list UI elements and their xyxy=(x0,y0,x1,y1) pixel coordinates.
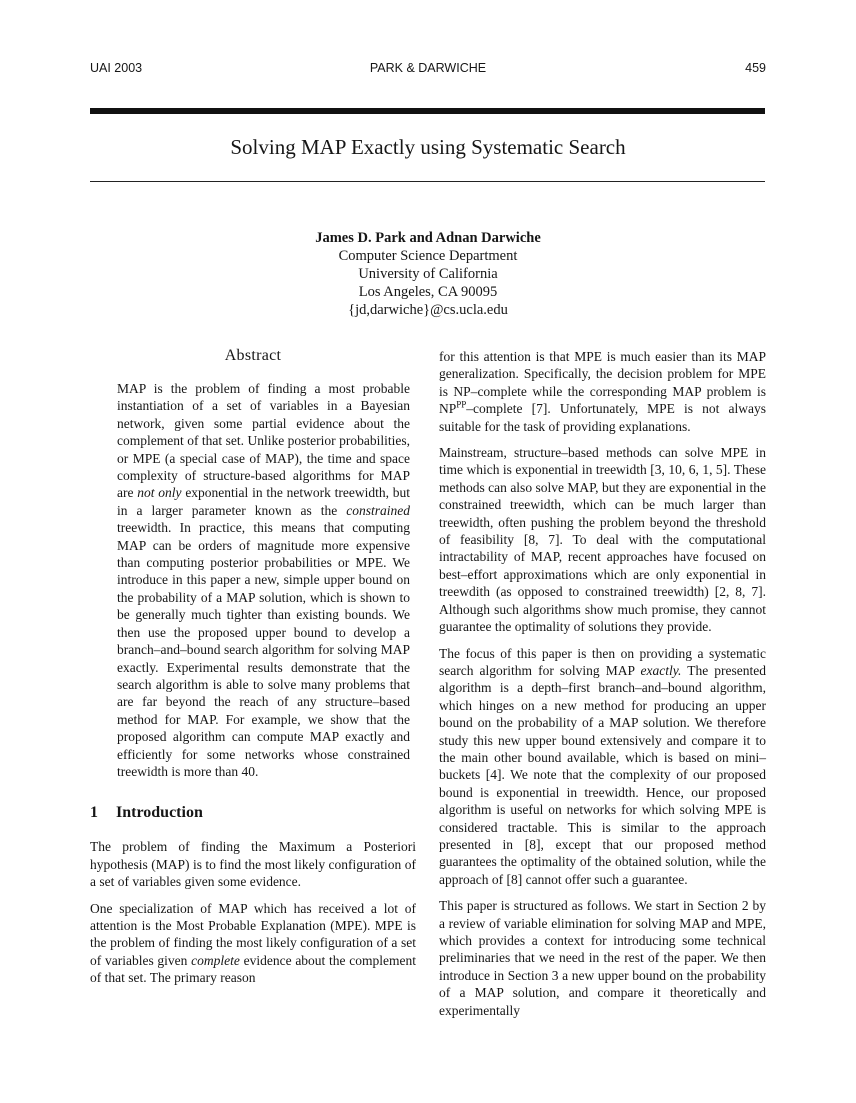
intro-paragraph-1: The problem of finding the Maximum a Posteriori hypothesis (MAP) is to find the most likely configuration of a set of variables given some evidence. xyxy=(90,839,416,890)
right-paragraph-3 xyxy=(439,645,766,889)
paper-title: Solving MAP Exactly using Systematic Search xyxy=(230,135,626,159)
page-number: 459 xyxy=(745,61,766,75)
abstract-body xyxy=(117,380,410,780)
right-paragraph-2: Mainstream, structure–based methods can solve MPE in time which is exponential in treewidth [3, 10, 6, 1, 5]. These methods can also solve MAP, but they are exponential in the constrained treewidth, which can be much larger than treewidth, often pushing the problem beyond the threshold of feasibility [8, 7]. To deal with the computational intractability of MAP, recent approaches have focused on best–effort approximations which are only exponential in treewdith (as opposed to constrained treewidth) [2, 8, 7]. Although such algorithms show much promise, they cannot guarantee the optimality of solutions they provide. xyxy=(439,445,766,635)
right-paragraph-1 xyxy=(439,348,766,435)
intro-paragraph-2 xyxy=(90,900,416,987)
title-bottom-rule xyxy=(90,181,765,182)
abstract-text-1: MAP is the problem of finding a most probable instantiation of a set of variables in a Bayesian network, given some partial evidence about the complement of that set. Unlike posterior probabilities, or MPE (a special case of MAP), the time and space complexity of structure-based algorithms for MAP are xyxy=(117,381,410,501)
author-department: Computer Science Department xyxy=(338,248,518,264)
author-email: {jd,darwiche}@cs.ucla.edu xyxy=(348,302,508,318)
right-paragraph-4: This paper is structured as follows. We start in Section 2 by a review of variable elimination for solving MAP and MPE, which provides a context for introducing some technical preliminaries that we need in the rest of the paper. We then introduce in Section 3 a new upper bound on the probability of a MAP solution, and compare it theoretically and experimentally xyxy=(439,898,766,1018)
right-column xyxy=(439,348,766,1028)
author-names: James D. Park and Adnan Darwiche xyxy=(315,230,541,246)
abstract-emphasis-1: not only xyxy=(137,485,182,501)
abstract-heading: Abstract xyxy=(224,347,282,364)
left-column xyxy=(90,346,416,996)
abstract-text-2: exponential in the network treewidth, but in a larger parameter known as the xyxy=(117,485,411,518)
section-number: 1 xyxy=(90,804,98,822)
abstract-text-3: treewidth. In practice, this means that computing MAP can be orders of magnitude more expensive than computing posterior probabilities or MPE. We introduce in this paper a new, simple upper bound on the probability of a MAP solution, which is shown to be generally much tighter than existing bounds. We then use the proposed upper bound to develop a branch–and–bound search algorithm for solving MAP exactly. Experimental results demonstrate that the search algorithm is able to solve many problems that are far beyond the reach of any structure–based method for MAP. For example, we show that the proposed algorithm can compute MAP exactly and efficiently for some networks whose constrained treewidth is more than 40. xyxy=(117,520,410,779)
abstract-paragraph xyxy=(117,380,410,780)
intro-paragraph-2-text-2: evidence about the complement of that set. The primary reason xyxy=(90,952,416,986)
right-paragraph-3-text-2: The presented algorithm is a depth–first branch–and–bound algorithm, which hinges on a new method for producing an upper bound on the probability of a MAP solution. We therefore study this new upper bound extensively and compare it to the main other bound available, which is based on mini–buckets [4]. We note that the complexity of our proposed bound is exponential in treewidth. Hence, our proposed algorithm is useful on networks for which solving MPE is considered tractable. This is similar to the approach presented in [8], except that our proposed method guarantees the optimality of the obtained solution, while the approach of [8] cannot offer such a guarantee. xyxy=(439,662,766,887)
right-paragraph-1-text-1: for this attention is that MPE is much easier than its MAP generalization. Specifically, the decision problem for MPE is NP–complete while the corresponding MAP problem is NP xyxy=(439,349,766,417)
author-block xyxy=(0,229,856,319)
intro-paragraph-2-emphasis: complete xyxy=(191,952,240,968)
right-paragraph-1-text-2: –complete [7]. Unfortunately, MPE is not always suitable for the task of providing explanations. xyxy=(439,401,766,434)
intro-paragraph-2-text-1: One specialization of MAP which has received a lot of attention is the Most Probable Explanation (MPE). MPE is the problem of finding the most likely configuration of a set of variables given xyxy=(90,900,416,968)
complexity-superscript: PP xyxy=(456,399,467,410)
title-top-rule xyxy=(90,108,765,114)
section-heading xyxy=(90,803,416,823)
author-city: Los Angeles, CA 90095 xyxy=(358,284,498,300)
right-paragraph-3-text-1: The focus of this paper is then on providing a systematic search algorithm for solving MAP xyxy=(439,645,766,678)
right-paragraph-3-emphasis: exactly. xyxy=(640,662,682,678)
author-university: University of California xyxy=(358,266,498,282)
running-head-authors: PARK & DARWICHE xyxy=(369,61,487,75)
abstract-emphasis-2: constrained xyxy=(346,502,410,518)
section-title: Introduction xyxy=(116,804,203,822)
running-head-venue: UAI 2003 xyxy=(90,61,143,75)
